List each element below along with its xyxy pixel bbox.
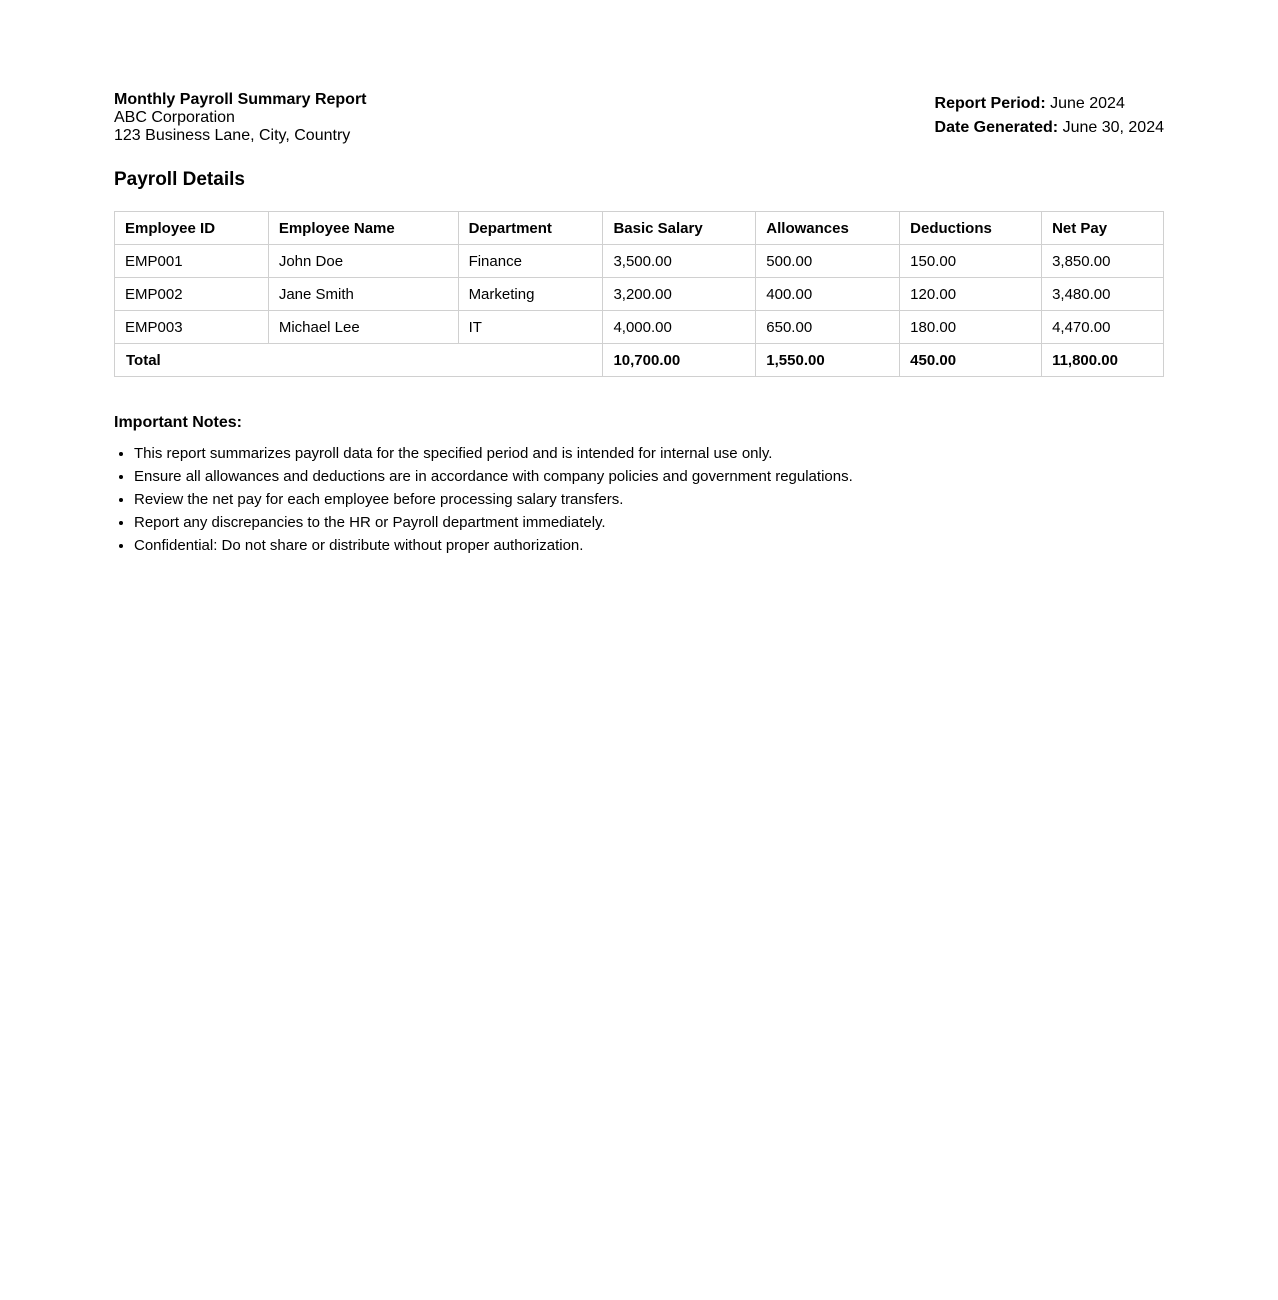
employee-id-cell: EMP002	[115, 278, 269, 311]
deductions-cell: 150.00	[900, 245, 1042, 278]
total-row	[115, 344, 1164, 377]
column-header-net-pay: Net Pay	[1042, 212, 1164, 245]
date-generated-label: Date Generated:	[934, 119, 1059, 136]
important-notes-title: Important Notes:	[114, 414, 242, 431]
important-notes-list	[114, 442, 853, 557]
payroll-table	[114, 211, 1164, 377]
column-header-employee-id: Employee ID	[115, 212, 269, 245]
report-meta	[935, 92, 1164, 140]
total-label: Total	[115, 344, 603, 377]
employee-name-cell: Michael Lee	[268, 311, 458, 344]
net-pay-cell: 3,850.00	[1042, 245, 1164, 278]
table-row	[115, 278, 1164, 311]
deductions-cell: 180.00	[900, 311, 1042, 344]
basic-salary-cell: 4,000.00	[603, 311, 756, 344]
department-cell: IT	[458, 311, 603, 344]
allowances-cell: 500.00	[756, 245, 900, 278]
allowances-cell: 650.00	[756, 311, 900, 344]
department-cell: Marketing	[458, 278, 603, 311]
table-row	[115, 311, 1164, 344]
department-cell: Finance	[458, 245, 603, 278]
report-period-label: Report Period:	[934, 95, 1046, 112]
note-item: • Report any discrepancies to the HR or Payroll department immediately.	[134, 511, 853, 534]
total-basic-salary: 10,700.00	[603, 344, 756, 377]
total-net-pay: 11,800.00	[1042, 344, 1164, 377]
total-deductions: 450.00	[900, 344, 1042, 377]
date-generated	[935, 116, 1164, 140]
company-header	[114, 91, 367, 145]
net-pay-cell: 3,480.00	[1042, 278, 1164, 311]
date-generated-value: June 30, 2024	[1062, 119, 1164, 136]
column-header-department: Department	[458, 212, 603, 245]
note-item: • Ensure all allowances and deductions are in accordance with company policies and government regulations.	[134, 465, 853, 488]
column-header-allowances: Allowances	[756, 212, 900, 245]
payroll-details-title: Payroll Details	[114, 169, 245, 190]
allowances-cell: 400.00	[756, 278, 900, 311]
table-header-row	[115, 212, 1164, 245]
basic-salary-cell: 3,200.00	[603, 278, 756, 311]
report-period	[935, 92, 1164, 116]
company-address: 123 Business Lane, City, Country	[114, 127, 351, 144]
employee-id-cell: EMP003	[115, 311, 269, 344]
note-item: • Confidential: Do not share or distribute without proper authorization.	[134, 534, 853, 557]
employee-name-cell: John Doe	[268, 245, 458, 278]
company-name: ABC Corporation	[114, 109, 235, 126]
column-header-basic-salary: Basic Salary	[603, 212, 756, 245]
deductions-cell: 120.00	[900, 278, 1042, 311]
column-header-employee-name: Employee Name	[268, 212, 458, 245]
table-row	[115, 245, 1164, 278]
basic-salary-cell: 3,500.00	[603, 245, 756, 278]
total-allowances: 1,550.00	[756, 344, 900, 377]
column-header-deductions: Deductions	[900, 212, 1042, 245]
employee-id-cell: EMP001	[115, 245, 269, 278]
note-item: • Review the net pay for each employee before processing salary transfers.	[134, 488, 853, 511]
report-period-value: June 2024	[1050, 95, 1125, 112]
note-item: • This report summarizes payroll data for the specified period and is intended for internal use only.	[134, 442, 853, 465]
net-pay-cell: 4,470.00	[1042, 311, 1164, 344]
report-title: Monthly Payroll Summary Report	[114, 91, 367, 108]
employee-name-cell: Jane Smith	[268, 278, 458, 311]
